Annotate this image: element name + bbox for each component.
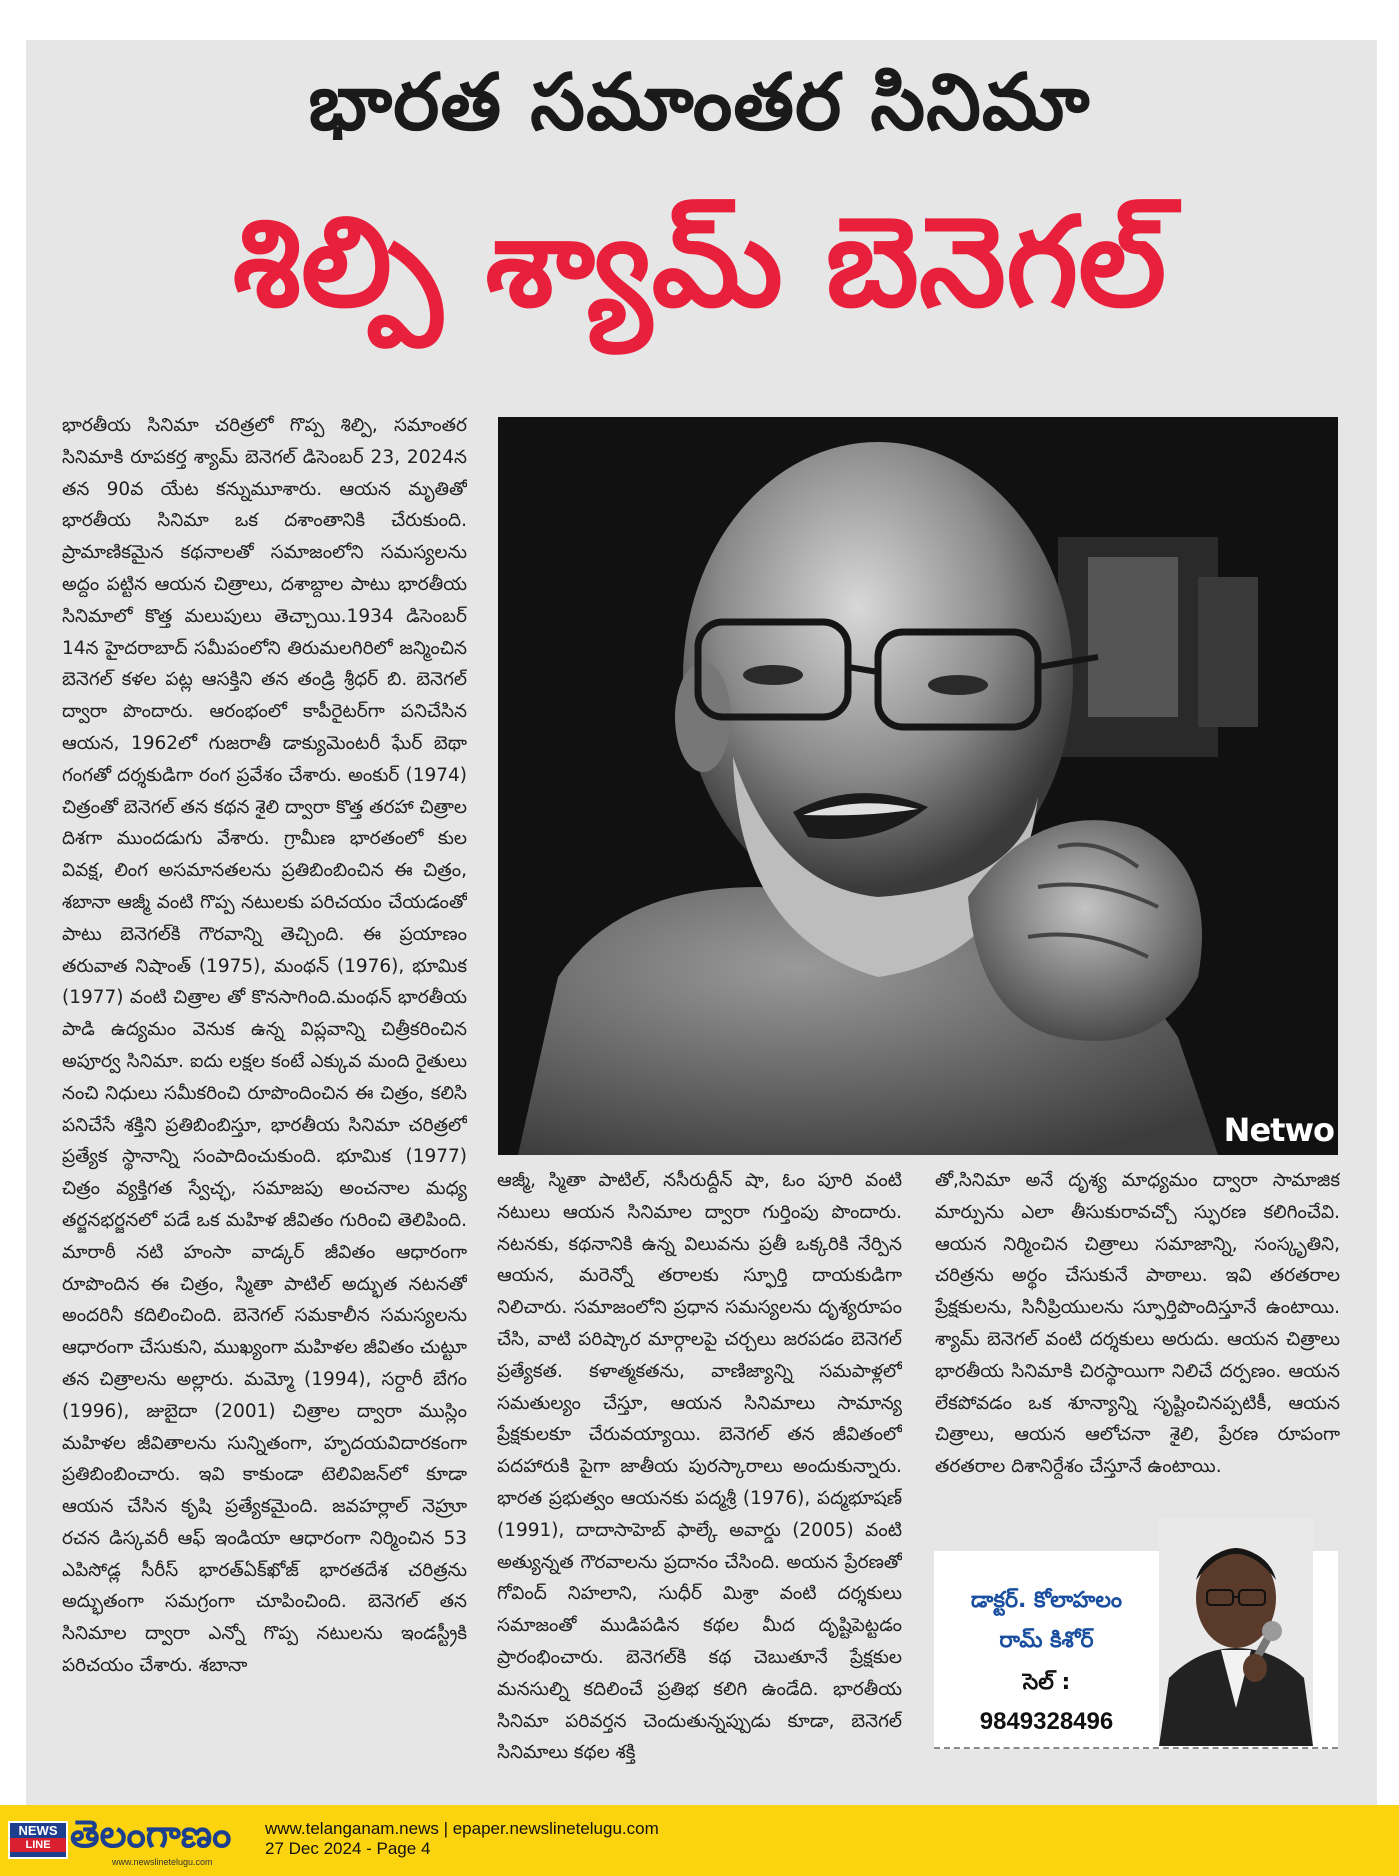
author-portrait-illustration xyxy=(1159,1518,1313,1746)
logo-news-text: NEWS xyxy=(18,1823,58,1838)
portrait-photo xyxy=(498,417,1338,1155)
author-phone: 9849328496 xyxy=(979,1708,1114,1735)
footer-websites[interactable]: www.telanganam.news | epaper.newslinetelugu.com xyxy=(265,1819,659,1838)
photo-watermark: Netwo xyxy=(1223,1111,1334,1149)
article-column-2: ఆజ్మీ, స్మితా పాటిల్, నసీరుద్దీన్ షా, ఓం పూరి వంటి నటులు ఆయన సినిమాల ద్వారా గుర్తింపు పొందారు. నటనకు, కథనానికి ఉన్న విలువను ప్రతీ ఒక్కరికి నేర్పిన ఆయన, మరెన్నో తరాలకు స్ఫూర్తి దాయకుడిగా నిలిచారు. సమాజంలోని ప్రధాన సమస్యలను దృశ్యరూపం చేసి, వాటి పరిష్కార మార్గాలపై చర్చలు జరపడం బెనెగల్ ప్రత్యేకత. కళాత్మకతను, వాణిజ్యాన్ని సమపాళ్లలో సమతుల్యం చేస్తూ, ఆయన సినిమాలు సామాన్య ప్రేక్షకులకూ చేరువయ్యాయి. బెనెగల్ తన జీవితంలో పదహారుకి పైగా జాతీయ పురస్కారాలు అందుకున్నారు. భారత ప్రభుత్వం ఆయనకు పద్మశ్రీ (1976), పద్మభూషణ్ (1991), దాదాసాహెబ్ ఫాల్కే అవార్డు (2005) వంటి అత్యున్నత గౌరవాలను ప్రదానం చేసింది. అయన ప్రేరణతో గోవింద్ నిహలాని, సుధీర్ మిశ్రా వంటి దర్శకులు సమాజంతో ముడిపడిన కథల మీద దృష్టిపెట్టడం ప్రారంభించారు. బెనెగల్‌కి కథ చెబుతూనే ప్రేక్షకుల మనసుల్ని కదిలించే ప్రతిభ కలిగి ఉండేది. భారతీయ సినిమా పరివర్తన చెందుతున్నప్పుడు కూడా, బెనెగల్ సినిమాలు కథల శక్తి xyxy=(497,1170,902,1764)
telanganam-logo[interactable]: తెలంగాణం xyxy=(70,1812,232,1856)
author-photo xyxy=(1159,1518,1313,1746)
author-cell-label: సెల్ : xyxy=(1022,1670,1071,1695)
footer-bar xyxy=(0,1805,1399,1876)
newsline-logo[interactable] xyxy=(8,1821,68,1859)
author-box xyxy=(934,1551,1338,1749)
author-name-line-2: రామ్ కిశోర్ xyxy=(999,1628,1094,1653)
footer-date-page: 27 Dec 2024 - Page 4 xyxy=(265,1839,431,1858)
article-column-1: భారతీయ సినిమా చరిత్రలో గొప్ప శిల్పి, సమాంతర సినిమాకి రూపకర్త శ్యామ్ బెనెగల్ డిసెంబర్ 23, 2024న తన 90వ యేట కన్నుమూశారు. ఆయన మృతితో భారతీయ సినిమా ఒక దశాంతానికి చేరుకుంది. ప్రామాణికమైన కథనాలతో సమాజంలోని సమస్యలను అద్దం పట్టిన ఆయన చిత్రాలు, దశాబ్దాల పాటు భారతీయ సినిమాలో కొత్త మలుపులు తెచ్చాయి.1934 డిసెంబర్ 14న హైదరాబాద్ సమీపంలోని తిరుమలగిరిలో జన్మించిన బెనెగల్ కళల పట్ల ఆసక్తిని తన తండ్రి శ్రీధర్ బి. బెనెగల్ ద్వారా పొందారు. ఆరంభంలో కాపీరైటర్‌గా పనిచేసిన ఆయన, 1962లో గుజరాతీ డాక్యుమెంటరీ ఘేర్ బెథా గంగతో దర్శకుడిగా రంగ ప్రవేశం చేశారు. అంకుర్ (1974) చిత్రంతో బెనెగల్ తన కథన శైలి ద్వారా కొత్త తరహా చిత్రాల దిశగా ముందడుగు వేశారు. గ్రామీణ భారతంలో కుల వివక్ష, లింగ అసమానతలను ప్రతిబింబించిన ఈ చిత్రం, శబానా ఆజ్మీ వంటి గొప్ప నటులకు పరిచయం చేయడంతో పాటు బెనెగల్‌కి గౌరవాన్ని తెచ్చింది. ఈ ప్రయాణం తరువాత నిషాంత్ (1975), మంథన్ (1976), భూమిక (1977) వంటి చిత్రాల తో కొనసాగింది.మంథన్ భారతీయ పాడి ఉద్యమం వెనుక ఉన్న విప్లవాన్ని చిత్రీకరించిన అపూర్వ సినిమా. ఐదు లక్షల కంటే ఎక్కువ మంది రైతులు నంచి నిధులు సమీకరించి రూపొందించిన ఈ చిత్రం, కలిసి పనిచేసే శక్తిని ప్రతిబింబిస్తూ, భారతీయ సినిమా చరిత్రలో ప్రత్యేక స్థానాన్ని సంపాదించుకుంది. భూమిక (1977) చిత్రం వ్యక్తిగత స్వేచ్ఛ, సమాజపు అంచనాల మధ్య తర్జనభర్జనలో పడే ఒక మహిళ జీవితం గురించి తెలిపింది. మారాఠీ నటి హంసా వాడ్కర్ జీవితం ఆధారంగా రూపొందిన ఈ చిత్రం, స్మితా పాటిల్ అద్భుత నటనతో అందరినీ కదిలించింది. బెనెగల్ సమకాలీన సమస్యలను ఆధారంగా చేసుకుని, ముఖ్యంగా మహిళల జీవితం చుట్టూ తన చిత్రాలను అల్లారు. మమ్మో (1994), సర్దారీ బేగం (1996), జుబైదా (2001) చిత్రాల ద్వారా ముస్లిం మహిళల జీవితాలను సున్నితంగా, హృదయవిదారకంగా ప్రతిబింబించారు. ఇవి కాకుండా టెలివిజన్‌లో కూడా ఆయన చేసిన కృషి ప్రత్యేకమైంది. జవహర్లాల్ నెహ్రూ రచన డిస్కవరీ ఆఫ్ ఇండియా ఆధారంగా నిర్మించిన 53 ఎపిసోడ్ల సీరీస్ భారత్‌ఏక్‌ఖోజ్ భారతదేశ చరిత్రను అద్భుతంగా సమగ్రంగా చూపించింది. బెనెగల్ తన సినిమాల ద్వారా ఎన్నో గొప్ప నటులను ఇండస్ట్రీకి పరిచయం చేశారు. శబానా xyxy=(62,415,467,1677)
article-column-3: తో,సినిమా అనే దృశ్య మాధ్యమం ద్వారా సామాజిక మార్పును ఎలా తీసుకురావచ్చో స్ఫురణ కలిగించేవి. ఆయన నిర్మించిన చిత్రాలు సమాజాన్ని, సంస్కృతిని, చరిత్రను అర్థం చేసుకునే పాఠాలు. ఇవి తరతరాల ప్రేక్షకులను, సినీప్రియులను స్ఫూర్తిపొందిస్తూనే ఉంటాయి. శ్యామ్ బెనెగల్ వంటి దర్శకులు అరుదు. ఆయన చిత్రాలు భారతీయ సినిమాకి చిరస్థాయిగా నిలిచే దర్పణం. ఆయన లేకపోవడం ఒక శూన్యాన్ని సృష్టించినప్పటికీ, ఆయన చిత్రాలు, ఆయన ఆలోచనా శైలి, ప్రేరణ రూపంగా తరతరాల దిశానిర్దేశం చేస్తూనే ఉంటాయి. xyxy=(935,1170,1340,1478)
logo-site-url: www.newslinetelugu.com xyxy=(112,1857,213,1867)
headline-line-1: భారత సమాంతర సినిమా xyxy=(308,58,1091,148)
author-details xyxy=(934,1581,1159,1741)
logo-line-text: LINE xyxy=(10,1838,66,1852)
author-name-line-1: డాక్టర్. కోలాహలం xyxy=(970,1588,1123,1613)
headline-line-2: శిల్పి శ్యామ్ బెనెగల్ xyxy=(232,191,1167,335)
footer-info xyxy=(265,1819,659,1859)
portrait-illustration xyxy=(498,417,1338,1155)
